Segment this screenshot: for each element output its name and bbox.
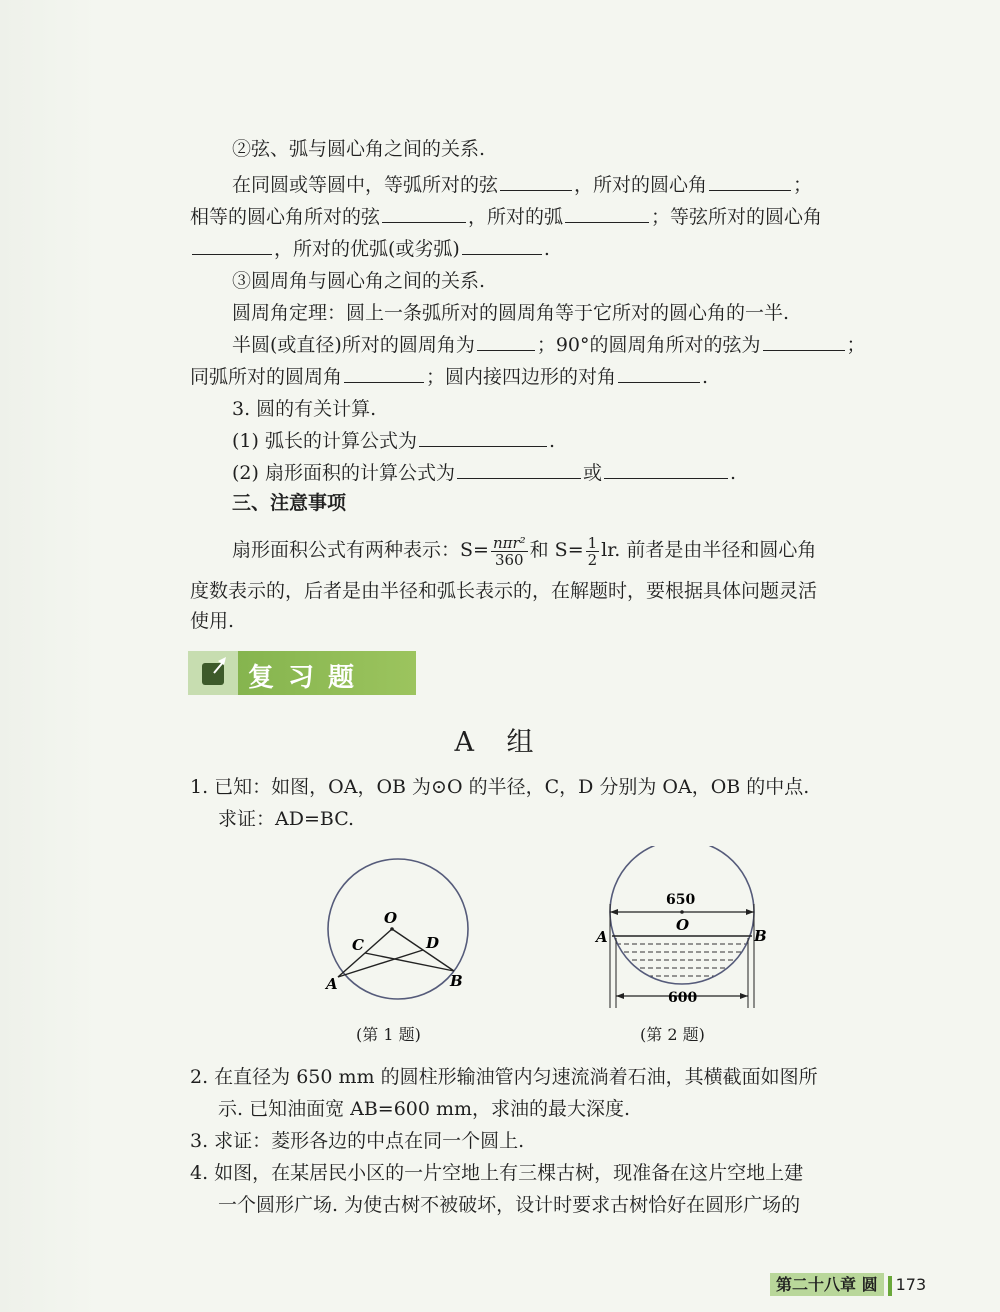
blank[interactable] xyxy=(462,236,542,255)
line-calc-heading: 3. 圆的有关计算. xyxy=(232,398,377,420)
blank[interactable] xyxy=(382,204,466,223)
line-major-arc: ，所对的优弧(或劣弧) . xyxy=(190,236,550,262)
caption-figure-2: (第 2 题) xyxy=(640,1025,705,1044)
blank[interactable] xyxy=(419,428,547,447)
footer-divider xyxy=(888,1276,892,1296)
figure-2 xyxy=(592,846,772,1016)
label-D: D xyxy=(426,934,440,952)
problem-1: 1. 已知：如图，OA，OB 为⊙O 的半径，C，D 分别为 OA，OB 的中点. xyxy=(190,776,810,798)
blank[interactable] xyxy=(709,172,791,191)
line-arc-length: (1) 弧长的计算公式为 . xyxy=(232,430,556,452)
line-chord-arc: ②弦、弧与圆心角之间的关系. xyxy=(232,138,486,160)
line-equal-arcs: 在同圆或等圆中，等弧所对的弦 ，所对的圆心角 ； xyxy=(232,174,813,196)
problem-3: 3. 求证：菱形各边的中点在同一个圆上. xyxy=(190,1130,525,1152)
label-C: C xyxy=(352,936,364,954)
chapter-label: 第二十八章 圆 xyxy=(770,1273,884,1296)
page-edge xyxy=(0,0,100,1312)
label-B: B xyxy=(450,972,463,990)
line-sector-note-2: 度数表示的，后者是由半径和弧长表示的，在解题时，要根据具体问题灵活 xyxy=(190,580,818,602)
blank[interactable] xyxy=(618,364,700,383)
blank[interactable] xyxy=(500,172,572,191)
line-semicircle: 半圆(或直径)所对的圆周角为 ；90°的圆周角所对的弦为 ； xyxy=(232,334,866,356)
label-600: 600 xyxy=(668,990,698,1006)
review-banner xyxy=(188,651,416,695)
problem-4: 4. 如图，在某居民小区的一片空地上有三棵古树，现准备在这片空地上建 xyxy=(190,1162,804,1184)
page-number: 173 xyxy=(895,1275,927,1294)
label-O: O xyxy=(384,909,398,927)
page-footer xyxy=(770,1272,926,1296)
problem-4-cont: 一个圆形广场. 为使古树不被破坏，设计时要求古树恰好在圆形广场的 xyxy=(218,1194,801,1216)
line-equal-angles: 相等的圆心角所对的弦 ，所对的弧 ；等弦所对的圆心角 xyxy=(190,206,823,228)
problem-2: 2. 在直径为 650 mm 的圆柱形输油管内匀速流淌着石油，其横截面如图所 xyxy=(190,1066,818,1088)
figure-1 xyxy=(320,855,480,1005)
blank[interactable] xyxy=(344,364,424,383)
blank[interactable] xyxy=(192,236,272,255)
label-A: A xyxy=(596,928,608,946)
blank[interactable] xyxy=(457,460,581,479)
section-heading-notes: 三、注意事项 xyxy=(232,492,347,514)
blank[interactable] xyxy=(604,460,728,479)
fraction: $\frac{\text{nπr²}}{360}$ xyxy=(492,533,526,569)
line-theorem: 圆周角定理：圆上一条弧所对的圆周角等于它所对的圆心角的一半. xyxy=(232,302,790,324)
banner-title: 复习题 xyxy=(248,663,369,693)
line-same-arc: 同弧所对的圆周角 ；圆内接四边形的对角 . xyxy=(190,366,709,388)
caption-figure-1: (第 1 题) xyxy=(356,1025,421,1044)
line-inscribed-relation: ③圆周角与圆心角之间的关系. xyxy=(232,270,486,292)
line-sector-note-3: 使用. xyxy=(190,610,235,632)
group-title: A 组 xyxy=(454,727,546,758)
problem-1-prove: 求证：AD=BC. xyxy=(218,808,355,830)
line-sector-area: (2) 扇形面积的计算公式为 或 . xyxy=(232,462,737,484)
label-650: 650 xyxy=(666,892,696,908)
problem-2-cont: 示. 已知油面宽 AB=600 mm，求油的最大深度. xyxy=(218,1098,631,1120)
blank[interactable] xyxy=(763,332,845,351)
pencil-check-icon xyxy=(188,651,238,695)
blank[interactable] xyxy=(565,204,649,223)
line-sector-note: 扇形面积公式有两种表示：S= $\frac{\text{nπr²}}{360}$ 和 S= $\frac{1}{2}$ lr. 前者是由半径和圆心角 xyxy=(232,533,817,569)
label-A: A xyxy=(326,975,338,993)
label-O: O xyxy=(676,916,690,934)
fraction: $\frac{1}{2}$ xyxy=(587,533,598,569)
label-B: B xyxy=(754,927,767,945)
blank[interactable] xyxy=(477,332,535,351)
